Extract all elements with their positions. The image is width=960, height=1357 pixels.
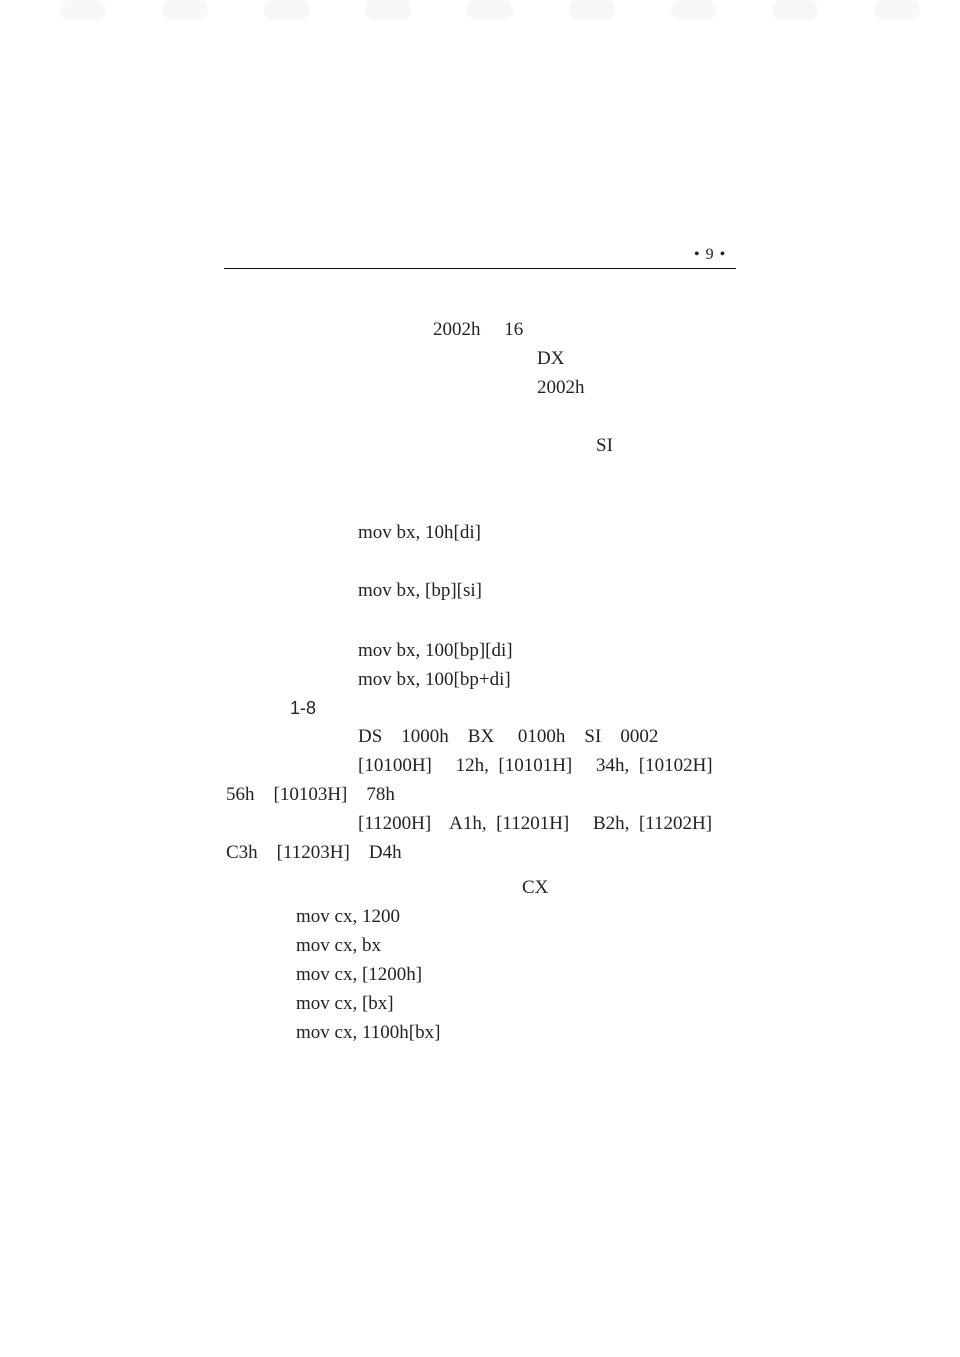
text-line: [11200H] A1h, [11201H] B2h, [11202H]	[358, 813, 713, 834]
watermark-mark	[365, 0, 411, 20]
page-number: • 9 •	[694, 246, 727, 263]
text-line: DX	[537, 348, 565, 369]
watermark-mark	[874, 0, 920, 20]
text-line: 56h [10103H] 78h	[226, 784, 395, 805]
text-line: [10100H] 12h, [10101H] 34h, [10102H]	[358, 755, 713, 776]
header-rule	[224, 268, 736, 269]
exercise-number: 1-8	[290, 698, 317, 718]
text-line: SI	[596, 435, 613, 456]
watermark-mark	[60, 0, 106, 20]
watermark-mark	[162, 0, 208, 20]
text-line: 2002h 16	[433, 319, 524, 340]
watermark-mark	[772, 0, 818, 20]
code-line: mov cx, bx	[296, 935, 381, 956]
text-line: 2002h	[537, 377, 585, 398]
code-line: mov cx, [1200h]	[296, 964, 423, 985]
watermark-mark	[264, 0, 310, 20]
watermark-mark	[467, 0, 513, 20]
code-line: mov bx, 100[bp][di]	[358, 640, 513, 661]
text-line: CX	[522, 877, 549, 898]
code-line: mov bx, [bp][si]	[358, 580, 483, 601]
watermark-band	[60, 0, 920, 24]
code-line: mov cx, [bx]	[296, 993, 394, 1014]
watermark-mark	[569, 0, 615, 20]
watermark-mark	[671, 0, 717, 20]
code-line: mov bx, 10h[di]	[358, 522, 481, 543]
code-line: mov cx, 1200	[296, 906, 400, 927]
text-line: DS 1000h BX 0100h SI 0002	[358, 726, 659, 747]
code-line: mov cx, 1100h[bx]	[296, 1022, 441, 1043]
code-line: mov bx, 100[bp+di]	[358, 669, 511, 690]
text-line: C3h [11203H] D4h	[226, 842, 402, 863]
